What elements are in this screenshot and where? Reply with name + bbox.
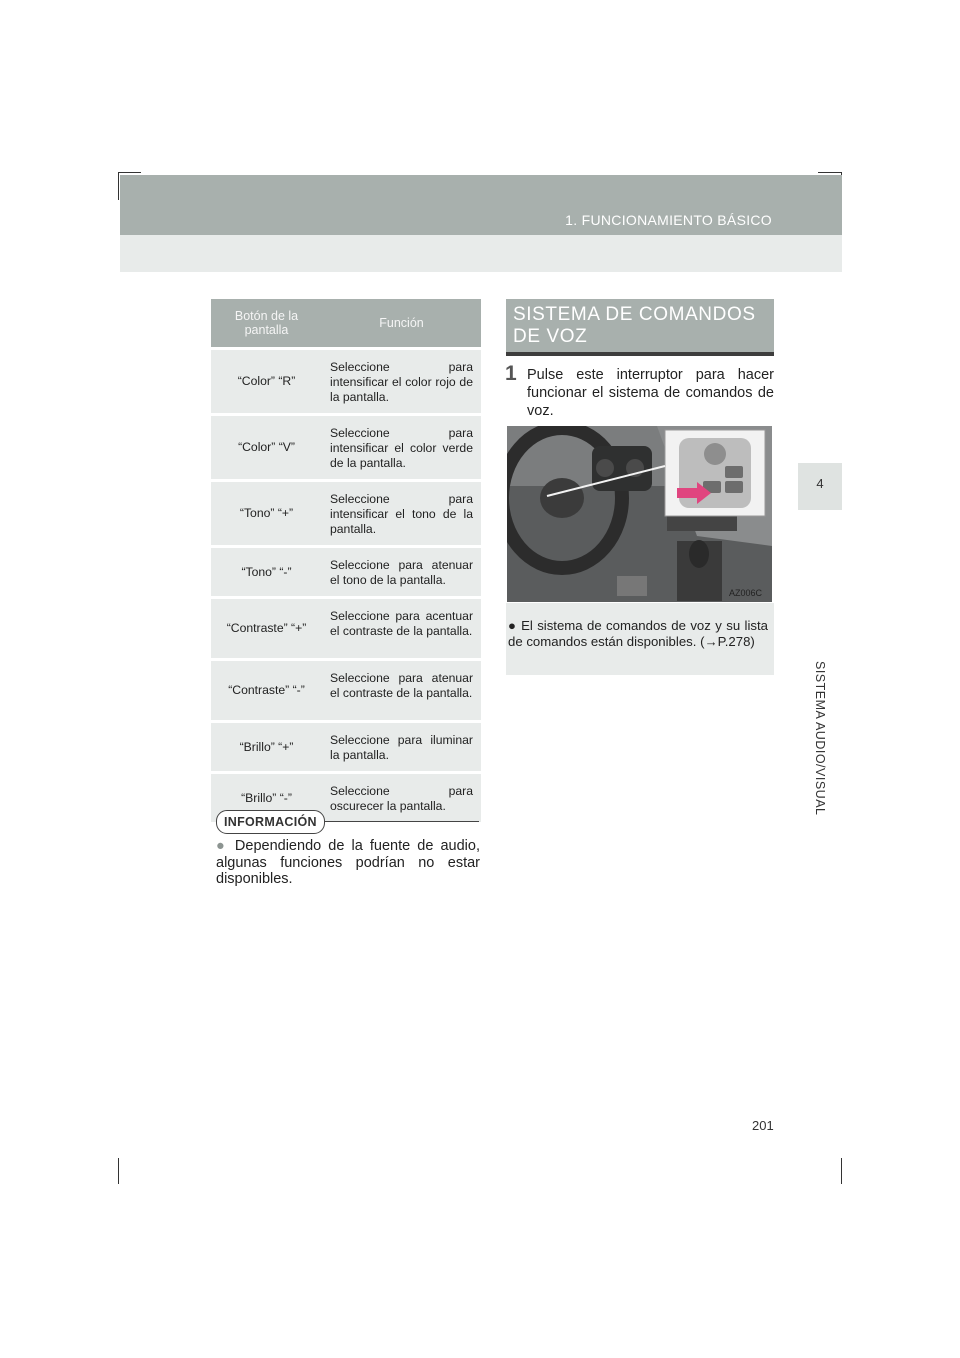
chapter-title: 1. FUNCIONAMIENTO BÁSICO [565,212,772,228]
table-cell-function: Seleccione para intensificar el color verde de la pantalla. [322,415,481,481]
table-cell-button: “Brillo” “-” [211,773,322,823]
note-text [508,618,768,650]
table-cell-button: “Color” “V” [211,415,322,481]
section-title: SISTEMA DE COMANDOS DE VOZ [513,304,756,347]
column-header-function: Función [322,299,481,349]
bullet-icon: ● [216,838,228,854]
table-row [211,481,481,547]
step-number: 1 [505,362,517,385]
table-cell-function: Seleccione para atenuar el tono de la pantalla. [322,547,481,598]
table-cell-function: Seleccione para acentuar el contraste de la pantalla. [322,598,481,660]
table-cell-button: “Tono” “+” [211,481,322,547]
info-rule [309,821,479,822]
table-cell-function: Seleccione para atenuar el contraste de la pantalla. [322,660,481,722]
header-subband [120,235,842,272]
dashboard-photo [507,426,772,602]
dashboard-illustration [507,426,772,602]
table-cell-button: “Brillo” “+” [211,722,322,773]
crop-mark [118,172,119,200]
table-cell-button: “Tono” “-” [211,547,322,598]
page-number: 201 [752,1118,774,1133]
bullet-icon: ● [508,618,517,633]
crop-mark [841,1158,842,1184]
table-cell-button: “Contraste” “-” [211,660,322,722]
table-cell-function: Seleccione para iluminar la pantalla. [322,722,481,773]
function-table [211,299,481,822]
info-body: Dependiendo de la fuente de audio, algunas funciones podrían no estar disponibles. [216,838,481,887]
table-row [211,722,481,773]
table-cell-button: “Contraste” “+” [211,598,322,660]
table-row [211,349,481,415]
table-cell-button: “Color” “R” [211,349,322,415]
info-text [216,838,480,888]
chapter-number: 4 [816,476,824,491]
table-cell-function: Seleccione para intensificar el color rojo de la pantalla. [322,349,481,415]
table-row [211,547,481,598]
chapter-label: SISTEMA AUDIO/VISUAL [813,661,827,816]
crop-mark [118,172,141,173]
note-body: El sistema de comandos de voz y su lista de comandos están disponibles. (→P.278) [508,618,768,649]
info-label: INFORMACIÓN [216,810,325,834]
table-row [211,415,481,481]
crop-mark [118,1158,119,1184]
image-code: AZ006C [729,588,763,598]
table-row [211,660,481,722]
table-cell-function: Seleccione para intensificar el tono de la pantalla. [322,481,481,547]
column-header-button: Botón de la pantalla [211,299,322,349]
table-row [211,598,481,660]
table-cell-function: Seleccione para oscurecer la pantalla. [322,773,481,823]
crop-mark [818,172,842,173]
step-text: Pulse este interruptor para hacer funcionar el sistema de comandos de voz. [527,367,774,419]
